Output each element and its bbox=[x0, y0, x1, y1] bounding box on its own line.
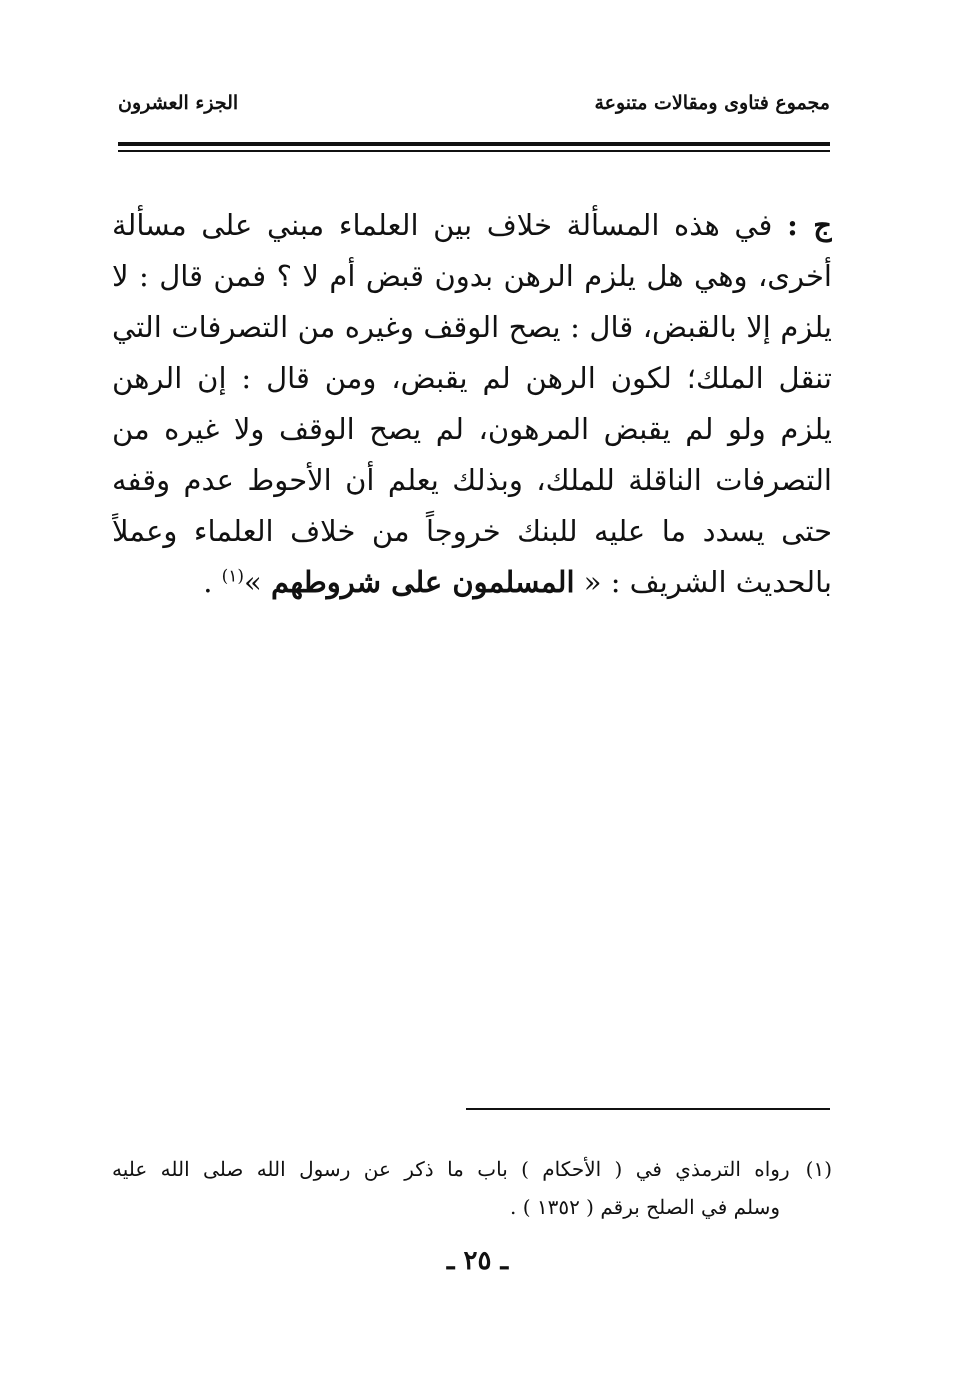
body-line-5: يلزم ولو لم يقبض المرهون، لم يصح الوقف ولا غيره من bbox=[112, 412, 832, 446]
body-line-7: حتى يسدد ما عليه للبنك خروجاً من خلاف العلماء وعملاً bbox=[112, 514, 832, 548]
footnote bbox=[112, 1150, 832, 1226]
body-line-6: التصرفات الناقلة للملك، وبذلك يعلم أن الأحوط عدم وقفه bbox=[112, 463, 832, 497]
last-line-prefix: بالحديث الشريف : « bbox=[583, 565, 832, 599]
footnote-line-2: وسلم في الصلح برقم ( ١٣٥٢ ) . bbox=[509, 1195, 780, 1219]
header-rule-thin bbox=[118, 150, 830, 152]
volume-label: الجزء العشرون bbox=[118, 92, 239, 114]
body-line-1-text: في هذه المسألة خلاف بين العلماء مبني على مسألة bbox=[112, 208, 773, 242]
last-line-end: . bbox=[203, 565, 213, 599]
body-line-8 bbox=[112, 557, 832, 608]
body-line-1 bbox=[112, 200, 832, 251]
last-line-close: » bbox=[244, 565, 262, 599]
hadith-quote: المسلمون على شروطهم bbox=[271, 565, 575, 599]
footnote-number: (١) bbox=[805, 1157, 832, 1181]
book-title: مجموع فتاوى ومقالات متنوعة bbox=[594, 92, 830, 114]
footnote-reference[interactable]: (١) bbox=[221, 566, 245, 587]
footnote-rule bbox=[466, 1108, 830, 1110]
body-line-2: أخرى، وهي هل يلزم الرهن بدون قبض أم لا ؟ فمن قال : لا bbox=[112, 259, 832, 293]
page-number: ـ ٢٥ ـ bbox=[446, 1246, 509, 1276]
body-line-3: يلزم إلا بالقبض، قال : يصح الوقف وغيره من التصرفات التي bbox=[112, 310, 832, 344]
header-rule-thick bbox=[118, 142, 830, 146]
body-text bbox=[112, 200, 832, 608]
body-line-4: تنقل الملك؛ لكون الرهن لم يقبض، ومن قال : إن الرهن bbox=[112, 361, 832, 395]
answer-mark: ج : bbox=[787, 208, 832, 242]
footnote-line-1-text: رواه الترمذي في ( الأحكام ) باب ما ذكر عن رسول الله صلى الله عليه bbox=[112, 1157, 790, 1181]
footnote-line-1 bbox=[112, 1150, 832, 1188]
running-header bbox=[118, 92, 830, 132]
